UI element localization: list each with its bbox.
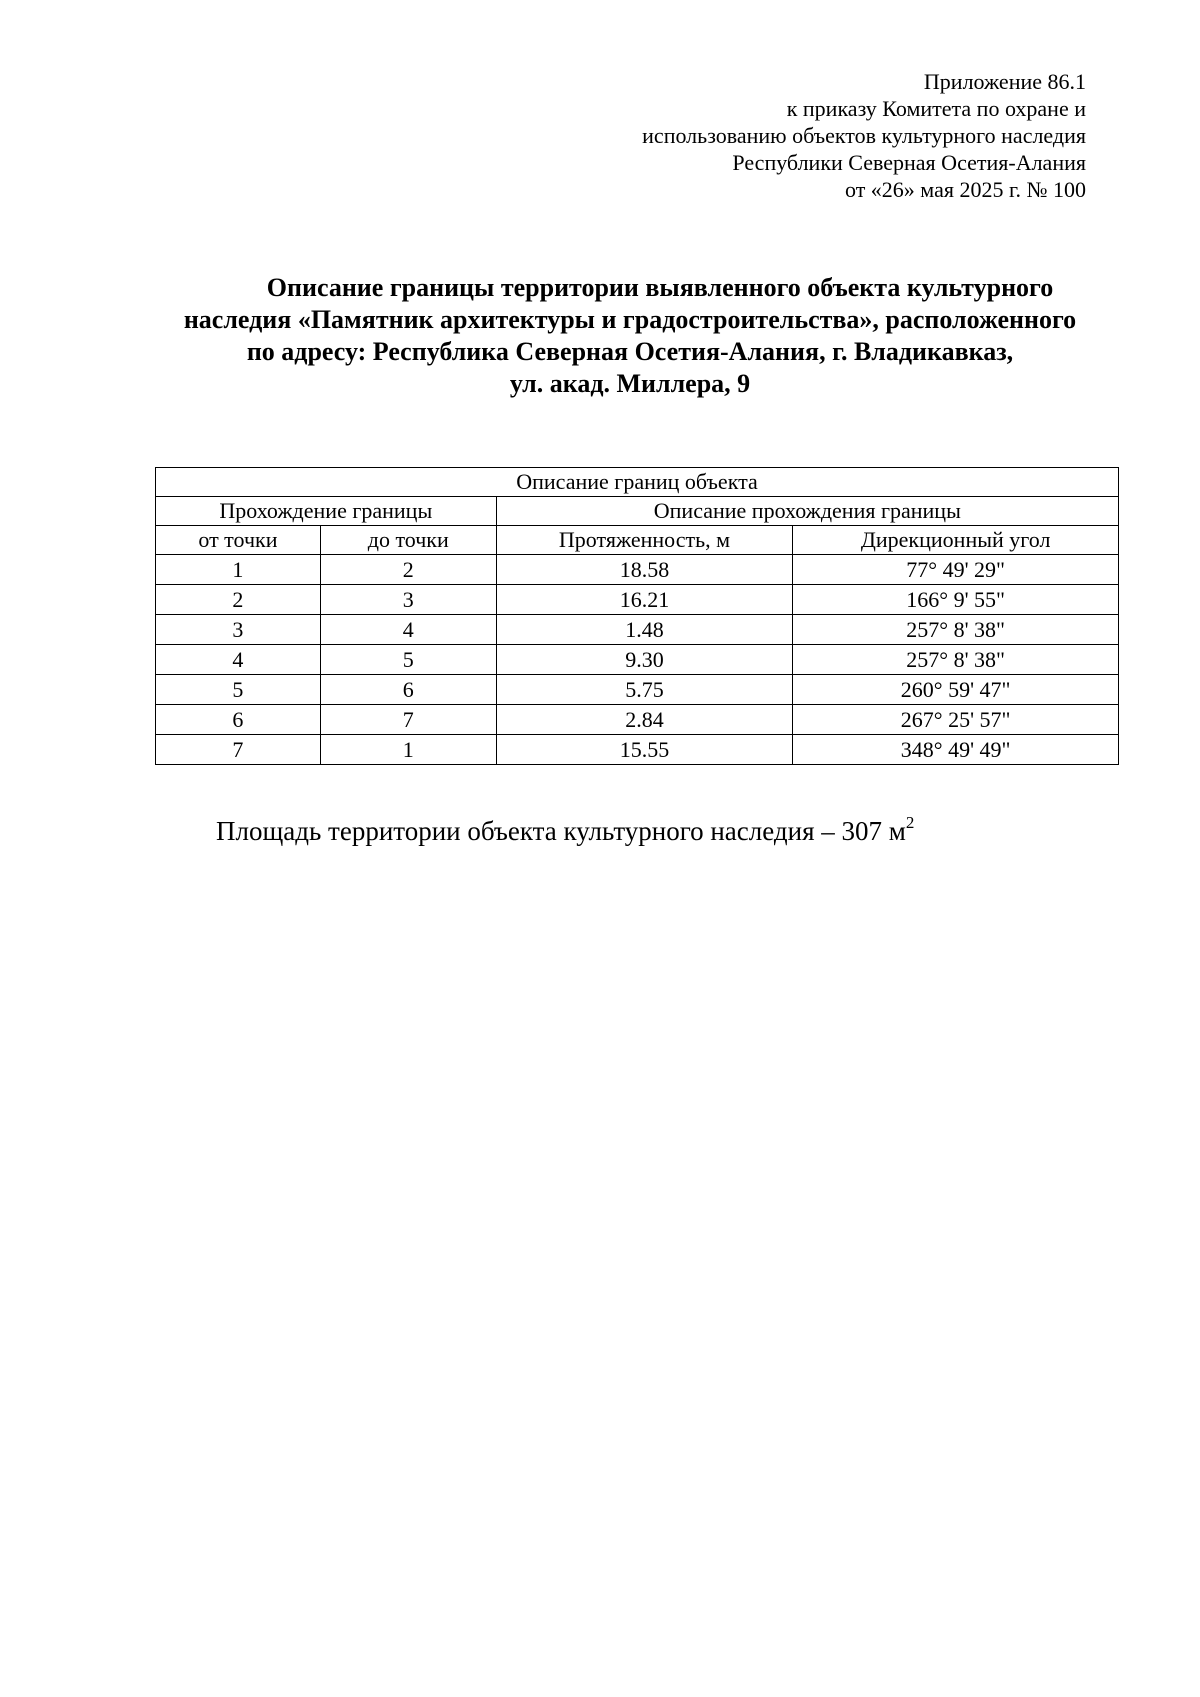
column-header: от точки (156, 526, 321, 555)
table-group-header-row (156, 497, 1119, 526)
title-line: Описание границы территории выявленного объекта культурного (266, 273, 1054, 302)
table-row (156, 735, 1119, 765)
appendix-line: Приложение 86.1 (923, 69, 1086, 94)
table-cell: 257° 8' 38" (793, 615, 1119, 645)
table-cell: 7 (156, 735, 321, 765)
table-row (156, 645, 1119, 675)
title-line: наследия «Памятник архитектуры и градостроительства», расположенного (183, 305, 1077, 334)
boundary-table (155, 467, 1119, 765)
table-row (156, 675, 1119, 705)
table-row (156, 705, 1119, 735)
table-cell: 9.30 (496, 645, 793, 675)
title-line: по адресу: Республика Северная Осетия-Алания, г. Владикавказ, (246, 337, 1014, 366)
column-header: Дирекционный угол (793, 526, 1119, 555)
table-cell: 4 (156, 645, 321, 675)
area-text: Площадь территории объекта культурного наследия – 307 м (216, 816, 906, 846)
table-cell: 77° 49' 29" (793, 555, 1119, 585)
table-cell: 15.55 (496, 735, 793, 765)
table-cell: 2 (156, 585, 321, 615)
table-cell: 2 (320, 555, 496, 585)
table-cell: 1 (156, 555, 321, 585)
column-header: до точки (320, 526, 496, 555)
table-cell: 3 (320, 585, 496, 615)
table-cell: 2.84 (496, 705, 793, 735)
table-row (156, 585, 1119, 615)
table-cell: 1 (320, 735, 496, 765)
table-cell: 6 (156, 705, 321, 735)
table-caption: Описание границ объекта (156, 468, 1119, 497)
table-row (156, 555, 1119, 585)
table-cell: 267° 25' 57" (793, 705, 1119, 735)
appendix-line: Республики Северная Осетия-Алания (732, 150, 1086, 175)
table-caption-row (156, 468, 1119, 497)
table-cell: 16.21 (496, 585, 793, 615)
table-cell: 5 (156, 675, 321, 705)
table-cell: 166° 9' 55" (793, 585, 1119, 615)
table-cell: 260° 59' 47" (793, 675, 1119, 705)
table-column-header-row (156, 526, 1119, 555)
appendix-header (386, 68, 1086, 203)
table-cell: 18.58 (496, 555, 793, 585)
table-cell: 1.48 (496, 615, 793, 645)
table-cell: 5 (320, 645, 496, 675)
table-cell: 5.75 (496, 675, 793, 705)
column-header: Протяженность, м (496, 526, 793, 555)
title-line: ул. акад. Миллера, 9 (509, 369, 751, 398)
table-cell: 348° 49' 49" (793, 735, 1119, 765)
group-header-description: Описание прохождения границы (496, 497, 1118, 526)
area-unit-superscript: 2 (905, 813, 915, 832)
table-cell: 4 (320, 615, 496, 645)
table-row (156, 615, 1119, 645)
group-header-passage: Прохождение границы (156, 497, 497, 526)
table-cell: 7 (320, 705, 496, 735)
document-title (130, 272, 1130, 400)
appendix-line: к приказу Комитета по охране и (786, 96, 1086, 121)
appendix-line: использованию объектов культурного наследия (642, 123, 1086, 148)
appendix-line: от «26» мая 2025 г. № 100 (844, 177, 1086, 202)
table-cell: 6 (320, 675, 496, 705)
table-cell: 257° 8' 38" (793, 645, 1119, 675)
table-cell: 3 (156, 615, 321, 645)
area-statement (216, 814, 914, 848)
